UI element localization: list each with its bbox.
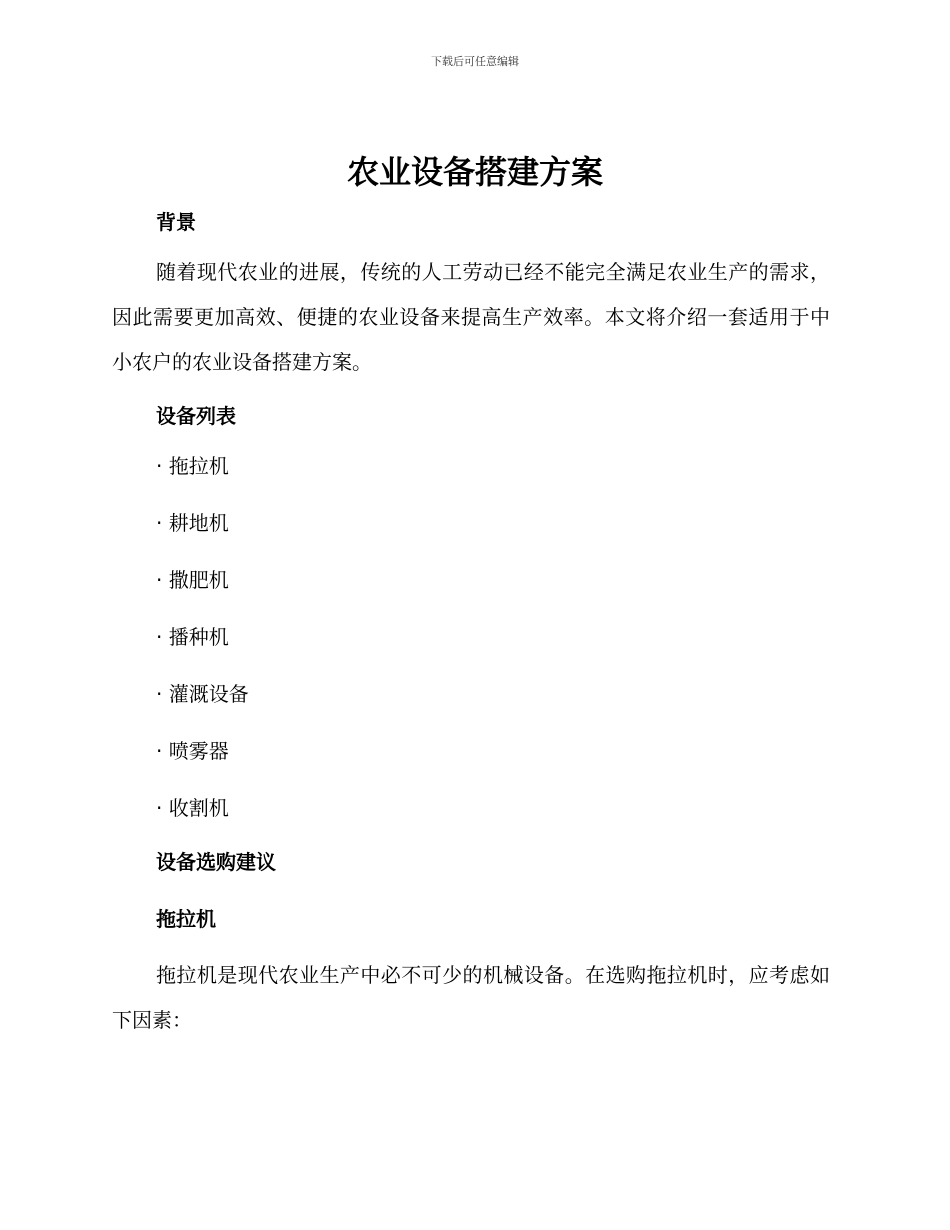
background-paragraph: 随着现代农业的进展，传统的人工劳动已经不能完全满足农业生产的需求，因此需要更加高效、便捷的农业设备来提高生产效率。本文将介绍一套适用于中小农户的农业设备搭建方案。 <box>112 260 830 374</box>
list-item-fertilizer-spreader: · 撒肥机 <box>156 568 229 592</box>
section-heading-tractor: 拖拉机 <box>156 907 216 931</box>
section-heading-equipment-list: 设备列表 <box>156 404 236 428</box>
equipment-list <box>112 438 830 837</box>
list-item-cultivator: · 耕地机 <box>156 511 229 535</box>
tractor-paragraph: 拖拉机是现代农业生产中必不可少的机械设备。在选购拖拉机时，应考虑如下因素： <box>112 963 830 1032</box>
page-header-note: 下载后可任意编辑 <box>431 55 519 68</box>
list-item-seeder: · 播种机 <box>156 625 229 649</box>
list-item-sprayer: · 喷雾器 <box>156 739 229 763</box>
document-title: 农业设备搭建方案 <box>346 153 603 191</box>
document-body <box>112 200 830 1043</box>
section-heading-background: 背景 <box>156 210 196 234</box>
list-item-irrigation: · 灌溉设备 <box>156 682 249 706</box>
section-heading-purchase-advice: 设备选购建议 <box>156 850 276 874</box>
list-item-harvester: · 收割机 <box>156 796 229 820</box>
list-item-tractor: · 拖拉机 <box>156 454 229 478</box>
